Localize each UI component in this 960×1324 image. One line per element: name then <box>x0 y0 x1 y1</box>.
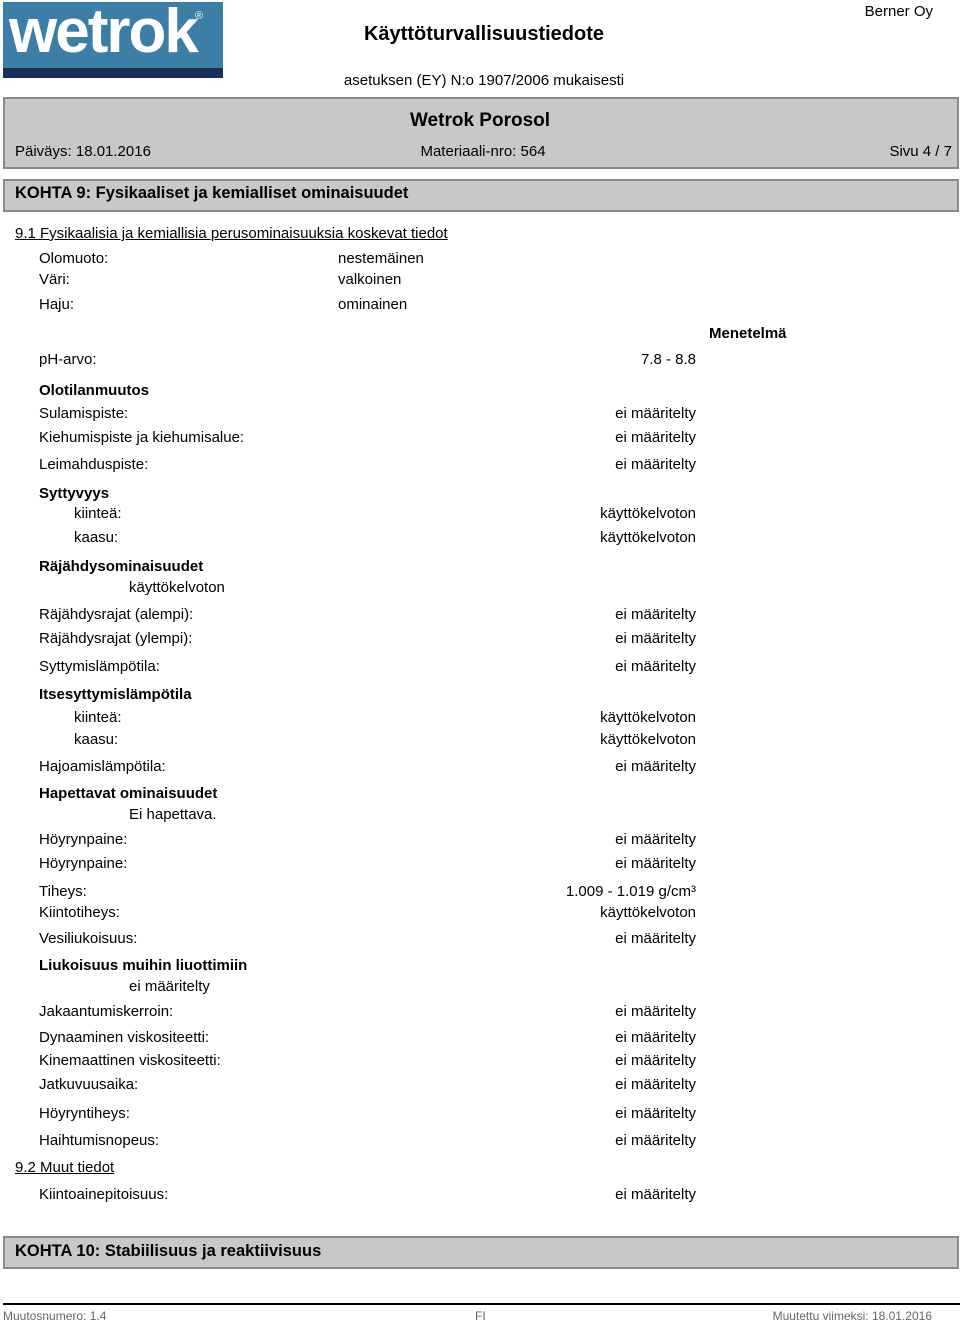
subsection-9-1-title: 9.1 Fysikaalisia ja kemiallisia perusominaisuuksia koskevat tiedot <box>15 225 448 242</box>
section-10-title: KOHTA 10: Stabiilisuus ja reaktiivisuus <box>15 1242 322 1260</box>
kinemaattinen-viskositeetti-value: ei määritelty <box>615 1052 696 1069</box>
vesiliukoisuus-label: Vesiliukoisuus: <box>39 930 138 947</box>
jakaantumis-label: Jakaantumiskerroin: <box>39 1003 174 1020</box>
itsesyttymis-kiintea-value: käyttökelvoton <box>600 709 696 726</box>
syttymislampo-value: ei määritelty <box>615 658 696 675</box>
hoyrynpaine-1-value: ei määritelty <box>615 831 696 848</box>
vesiliukoisuus-value: ei määritelty <box>615 930 696 947</box>
rajat-ylempi-label: Räjähdysrajat (ylempi): <box>39 630 193 647</box>
leimahdus-value: ei määritelty <box>615 456 696 473</box>
dynaaminen-viskositeetti-label: Dynaaminen viskositeetti: <box>39 1029 210 1046</box>
leimahdus-label: Leimahduspiste: <box>39 456 149 473</box>
sulamis-label: Sulamispiste: <box>39 405 129 422</box>
haju-label: Haju: <box>39 296 75 313</box>
haju-value: ominainen <box>338 296 408 313</box>
hapettavat-heading: Hapettavat ominaisuudet <box>39 785 218 802</box>
jatkuvuusaika-label: Jatkuvuusaika: <box>39 1076 139 1093</box>
product-name: Wetrok Porosol <box>409 110 551 131</box>
logo-text: wetrok <box>9 0 197 66</box>
hoyrynpaine-1-label: Höyrynpaine: <box>39 831 128 848</box>
itsesyttymis-heading: Itsesyttymislämpötila <box>39 686 192 703</box>
subsection-9-2-title: 9.2 Muut tiedot <box>15 1159 115 1176</box>
rajat-alempi-label: Räjähdysrajat (alempi): <box>39 606 194 623</box>
hoyrynpaine-2-label: Höyrynpaine: <box>39 855 128 872</box>
rajahdys-heading: Räjähdysominaisuudet <box>39 558 204 575</box>
document-title: Käyttöturvallisuustiedote <box>363 23 605 45</box>
method-column-heading: Menetelmä <box>709 325 787 342</box>
ph-label: pH-arvo: <box>39 351 97 368</box>
syttyvyys-kaasu-label: kaasu: <box>74 529 119 546</box>
language-code: FI <box>475 1309 486 1323</box>
haihtumisnopeus-value: ei määritelty <box>615 1132 696 1149</box>
hoyryntiheys-label: Höyryntiheys: <box>39 1105 130 1122</box>
hoyrynpaine-2-value: ei määritelty <box>615 855 696 872</box>
olomuoto-label: Olomuoto: <box>39 250 109 267</box>
revision-number: Muutosnumero: 1.4 <box>3 1309 107 1323</box>
footer-divider <box>3 1303 960 1305</box>
olotila-heading: Olotilanmuutos <box>39 382 149 399</box>
kiintotiheys-label: Kiintotiheys: <box>39 904 120 921</box>
itsesyttymis-kaasu-value: käyttökelvoton <box>600 731 696 748</box>
rajat-alempi-value: ei määritelty <box>615 606 696 623</box>
vari-value: valkoinen <box>338 271 402 288</box>
rajat-ylempi-value: ei määritelty <box>615 630 696 647</box>
rajahdys-value: käyttökelvoton <box>129 579 225 596</box>
kiehumis-label: Kiehumispiste ja kiehumisalue: <box>39 429 245 446</box>
jatkuvuusaika-value: ei määritelty <box>615 1076 696 1093</box>
regulation-text: asetuksen (EY) N:o 1907/2006 mukaisesti <box>343 72 625 89</box>
kiehumis-value: ei määritelty <box>615 429 696 446</box>
document-date: Päiväys: 18.01.2016 <box>15 143 151 160</box>
kiintoainepitoisuus-value: ei määritelty <box>615 1186 696 1203</box>
vari-label: Väri: <box>39 271 70 288</box>
liukoisuus-heading: Liukoisuus muihin liuottimiin <box>39 957 248 974</box>
haihtumisnopeus-label: Haihtumisnopeus: <box>39 1132 160 1149</box>
tiheys-value: 1.009 - 1.019 g/cm³ <box>565 883 696 900</box>
page-number: Sivu 4 / 7 <box>889 143 952 160</box>
syttyvyys-heading: Syttyvyys <box>39 485 110 502</box>
hajoamis-label: Hajoamislämpötila: <box>39 758 166 775</box>
hajoamis-value: ei määritelty <box>615 758 696 775</box>
section-9-title: KOHTA 9: Fysikaaliset ja kemialliset ominaisuudet <box>15 184 409 202</box>
ph-value: 7.8 - 8.8 <box>640 351 696 368</box>
company-name: Berner Oy <box>864 3 933 20</box>
syttyvyys-kiintea-value: käyttökelvoton <box>600 505 696 522</box>
olomuoto-value: nestemäinen <box>338 250 424 267</box>
hoyryntiheys-value: ei määritelty <box>615 1105 696 1122</box>
itsesyttymis-kaasu-label: kaasu: <box>74 731 119 748</box>
kinemaattinen-viskositeetti-label: Kinemaattinen viskositeetti: <box>39 1052 221 1069</box>
kiintoainepitoisuus-label: Kiintoainepitoisuus: <box>39 1186 169 1203</box>
tiheys-label: Tiheys: <box>39 883 87 900</box>
material-number: Materiaali-nro: 564 <box>420 143 546 160</box>
dynaaminen-viskositeetti-value: ei määritelty <box>615 1029 696 1046</box>
hapettavat-value: Ei hapettava. <box>129 806 217 823</box>
syttyvyys-kiintea-label: kiinteä: <box>74 505 122 522</box>
syttyvyys-kaasu-value: käyttökelvoton <box>600 529 696 546</box>
itsesyttymis-kiintea-label: kiinteä: <box>74 709 122 726</box>
liukoisuus-value: ei määritelty <box>129 978 210 995</box>
sulamis-value: ei määritelty <box>615 405 696 422</box>
last-modified: Muutettu viimeksi: 18.01.2016 <box>772 1309 932 1323</box>
syttymislampo-label: Syttymislämpötila: <box>39 658 160 675</box>
jakaantumis-value: ei määritelty <box>615 1003 696 1020</box>
kiintotiheys-value: käyttökelvoton <box>600 904 696 921</box>
logo-registered-mark: ® <box>195 10 204 22</box>
